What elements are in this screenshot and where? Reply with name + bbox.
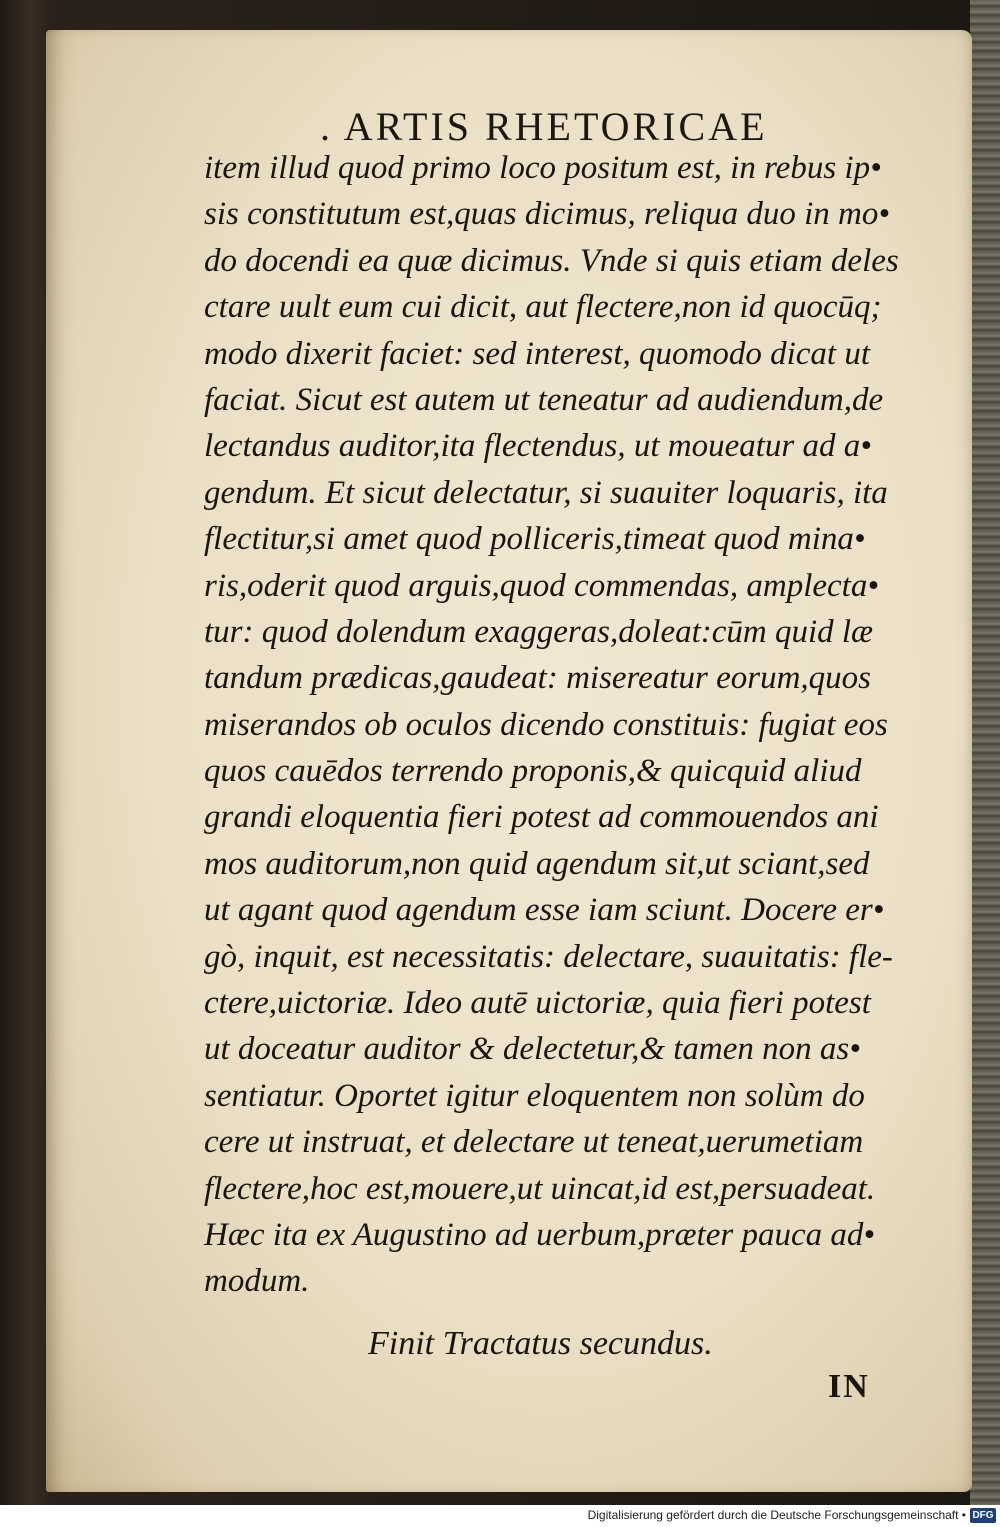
running-head: . ARTIS RHETORICAE [320,104,768,149]
text-line: modum. [204,1263,310,1300]
text-line: item illud quod primo loco positum est, in rebus ip• [204,150,882,186]
text-line: sentiatur. Oportet igitur eloquentem non solùm do [204,1077,865,1114]
text-line: quos cauēdos terrendo proponis,& quicquid aliud [204,753,862,790]
text-line: flectitur,si amet quod polliceris,timeat quod mina• [204,521,866,558]
text-line: do docendi ea quæ dicimus. Vnde si quis etiam deles [204,242,899,279]
text-line: faciat. Sicut est autem ut teneatur ad audiendum,de [204,381,884,418]
text-line: ctere,uictoriæ. Ideo autē uictoriæ, quia fieri potest [204,985,871,1022]
text-line: mos auditorum,non quid agendum sit,ut sciant,sed [204,845,870,882]
text-line: ctare uult eum cui dicit, aut flectere,non id quocūq; [204,289,882,326]
text-line: sis constitutum est,quas dicimus, reliqua duo in mo• [204,196,890,233]
text-line: ris,oderit quod arguis,quod commendas, amplecta• [204,567,879,604]
book-edge [970,0,1000,1505]
text-line: tandum prædicas,gaudeat: misereatur eorum,quos [204,660,871,697]
text-line: ut doceatur auditor & delectetur,& tamen non as• [204,1031,861,1068]
closing-line: Finit Tractatus secundus. [368,1325,713,1362]
text-line: ut agant quod agendum esse iam sciunt. Docere er• [204,892,885,929]
dfg-logo-icon: DFG [970,1508,996,1523]
text-line: gò, inquit, est necessitatis: delectare, suauitatis: fle- [204,938,893,975]
text-line: lectandus auditor,ita flectendus, ut moueatur ad a• [204,428,872,465]
text-line: cere ut instruat, et delectare ut teneat,uerumetiam [204,1124,864,1161]
footer-bar [0,1505,1000,1527]
text-line: Hæc ita ex Augustino ad uerbum,præter pauca ad• [204,1216,875,1253]
text-line: flectere,hoc est,mouere,ut uincat,id est,persuadeat. [204,1170,876,1207]
text-line: gendum. Et sicut delectatur, si suauiter loquaris, ita [204,474,888,511]
footer-credit: Digitalisierung gefördert durch die Deutsche Forschungsgemeinschaft • [587,1508,966,1522]
text-line: modo dixerit faciet: sed interest, quomodo dicat ut [204,335,870,372]
body-text [204,145,914,1305]
text-line: tur: quod dolendum exaggeras,doleat:cūm quid læ [204,613,874,650]
text-line: miserandos ob oculos dicendo constituis: fugiat eos [204,706,888,743]
text-line: grandi eloquentia fieri potest ad commouendos ani [204,799,879,836]
signature-mark: IN [828,1368,870,1405]
